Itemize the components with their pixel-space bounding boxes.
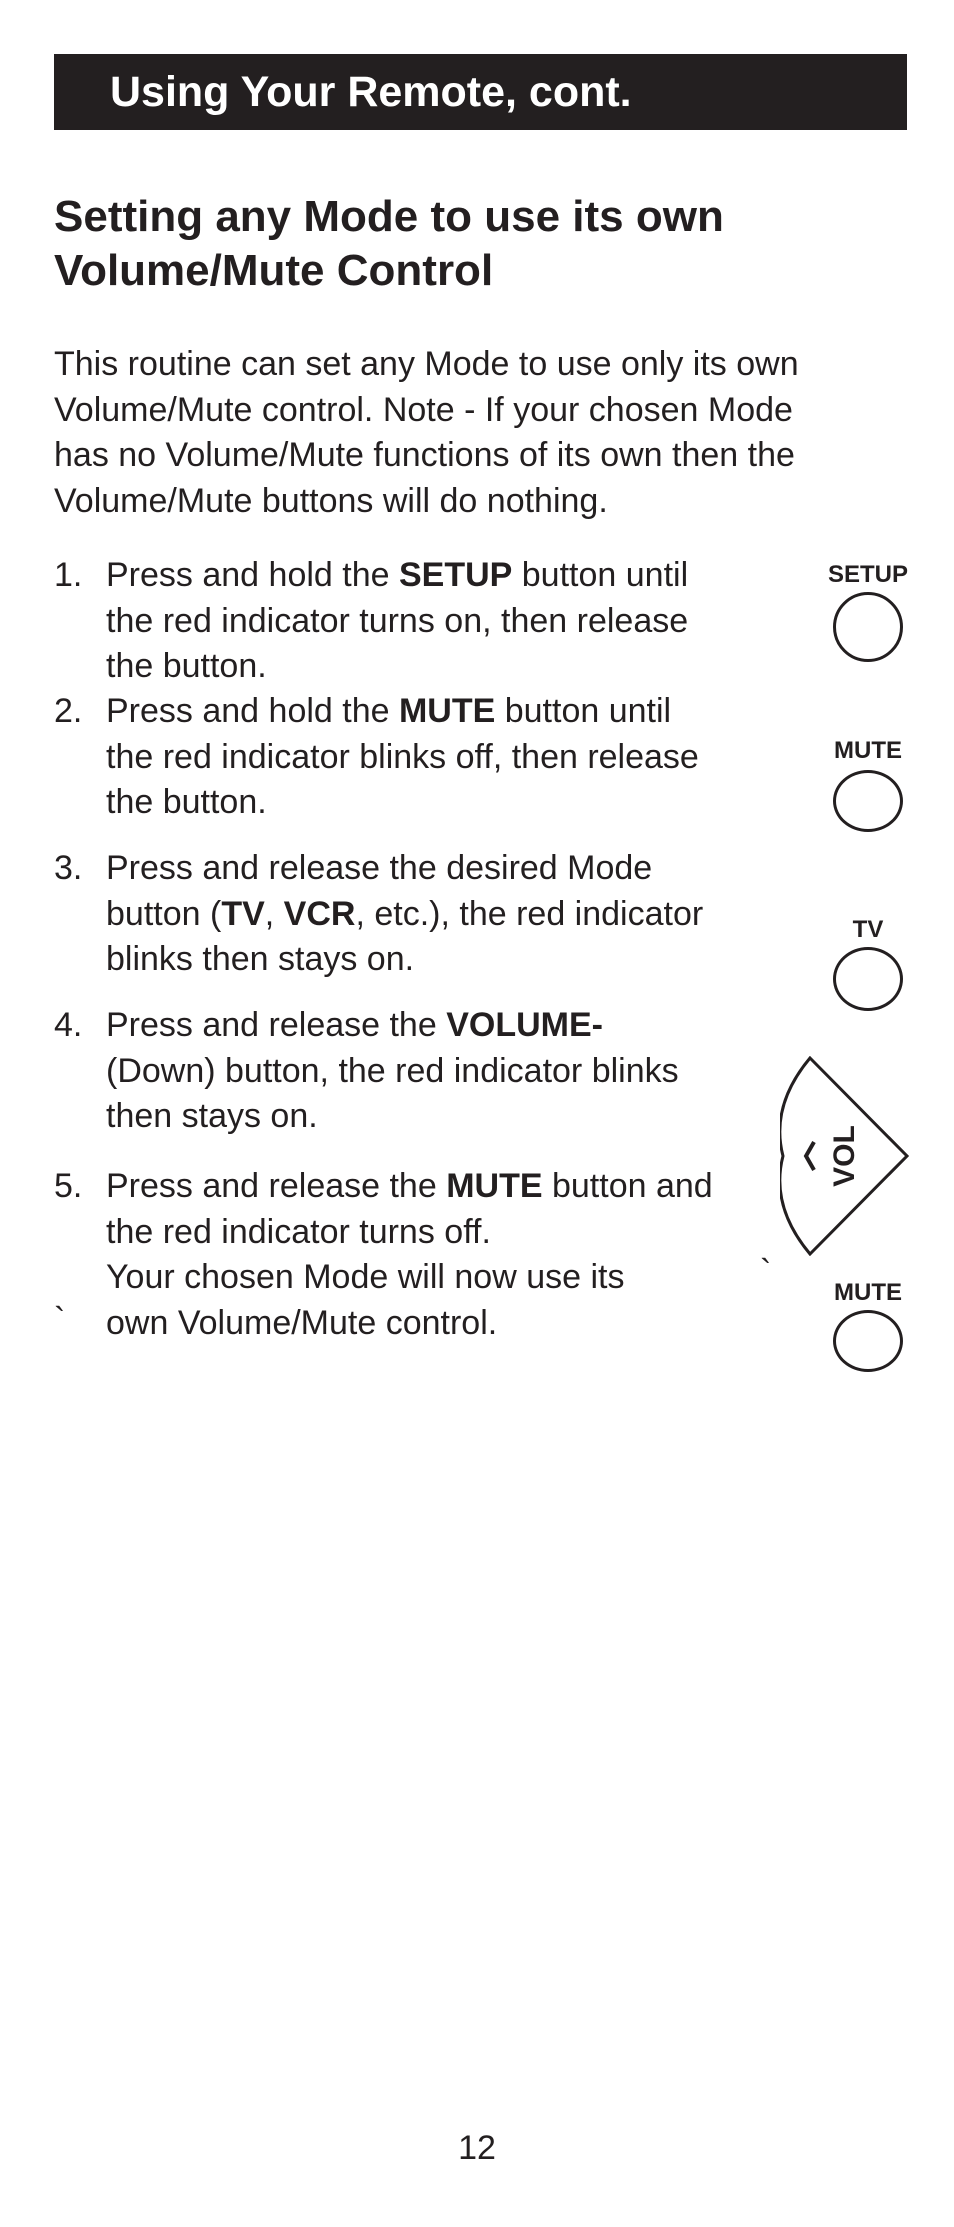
- setup-button-icon: [833, 592, 903, 662]
- step-text-part: button (: [106, 894, 222, 933]
- step-number: 2.: [54, 692, 83, 730]
- page-number: 12: [458, 2129, 496, 2167]
- section-title: [54, 190, 874, 298]
- section-title-line1: Setting any Mode to use its own: [54, 192, 724, 241]
- step-text-part: blinks then stays on.: [106, 940, 415, 978]
- step-keyword: VOLUME-: [446, 1006, 603, 1044]
- step-number: 1.: [54, 556, 83, 594]
- step-text-part: the red indicator turns on, then release: [106, 601, 689, 640]
- volume-rocker-label: VOL: [827, 1125, 861, 1187]
- completion-note: [106, 1255, 786, 1346]
- step-number: 3.: [54, 849, 83, 887]
- step-text-part: button and: [542, 1167, 713, 1205]
- step-text-part: button until: [512, 556, 689, 594]
- page-header-title: Using Your Remote, cont.: [110, 68, 632, 116]
- volume-rocker-icon: [780, 1056, 910, 1256]
- step-text: [106, 1164, 826, 1255]
- step-text: [106, 553, 826, 690]
- intro-line: Volume/Mute control. Note - If your chosen Mode: [54, 390, 793, 429]
- mute-button-label-2: MUTE: [834, 1279, 902, 1306]
- step-text-part: Press and release the desired Mode: [106, 849, 653, 887]
- step-text-part: Press and release the: [106, 1167, 447, 1205]
- step-text-part: the red indicator blinks off, then release: [106, 737, 699, 776]
- step-number: 4.: [54, 1006, 83, 1044]
- setup-button-label: SETUP: [827, 561, 908, 588]
- tv-button-label: TV: [852, 916, 884, 943]
- intro-paragraph: [54, 342, 914, 524]
- step-text-part: the red indicator turns off.: [106, 1212, 491, 1251]
- tv-button-icon: [833, 947, 903, 1011]
- step-text: [106, 1003, 826, 1140]
- step-text-part: ,: [264, 894, 284, 933]
- step-text-part: the button.: [106, 647, 267, 685]
- intro-line: Volume/Mute buttons will do nothing.: [54, 481, 608, 520]
- step-text-part: (Down) button, the red indicator blinks: [106, 1051, 679, 1090]
- step-keyword: MUTE: [446, 1167, 543, 1205]
- step-keyword: SETUP: [398, 556, 513, 594]
- step-text: [106, 689, 826, 826]
- mute-button-icon: [833, 770, 903, 832]
- step-text-part: Press and hold the: [106, 692, 399, 730]
- step-text-part: Press and release the: [106, 1006, 447, 1044]
- page-header-bar: [54, 54, 907, 130]
- note-line: Your chosen Mode will now use its: [106, 1258, 625, 1296]
- intro-line: has no Volume/Mute functions of its own then the: [54, 436, 795, 474]
- stray-tick-mark: `: [54, 1301, 66, 1339]
- step-text-part: then stays on.: [106, 1097, 318, 1135]
- step-text-part: the button.: [106, 783, 267, 821]
- step-keyword: MUTE: [398, 692, 496, 730]
- step-keyword: TV: [221, 894, 265, 933]
- step-text: [106, 846, 826, 983]
- step-number: 5.: [54, 1167, 83, 1205]
- step-keyword: VCR: [283, 894, 356, 933]
- stray-tick-mark: `: [760, 1253, 772, 1291]
- mute-button-icon-2: [833, 1310, 903, 1372]
- step-text-part: Press and hold the: [106, 556, 399, 594]
- section-title-line2: Volume/Mute Control: [54, 246, 494, 295]
- mute-button-label: MUTE: [834, 737, 902, 764]
- step-text-part: , etc.), the red indicator: [355, 894, 704, 933]
- intro-line: This routine can set any Mode to use only its own: [54, 345, 799, 383]
- note-line: own Volume/Mute control.: [106, 1303, 498, 1342]
- step-text-part: button until: [495, 692, 672, 730]
